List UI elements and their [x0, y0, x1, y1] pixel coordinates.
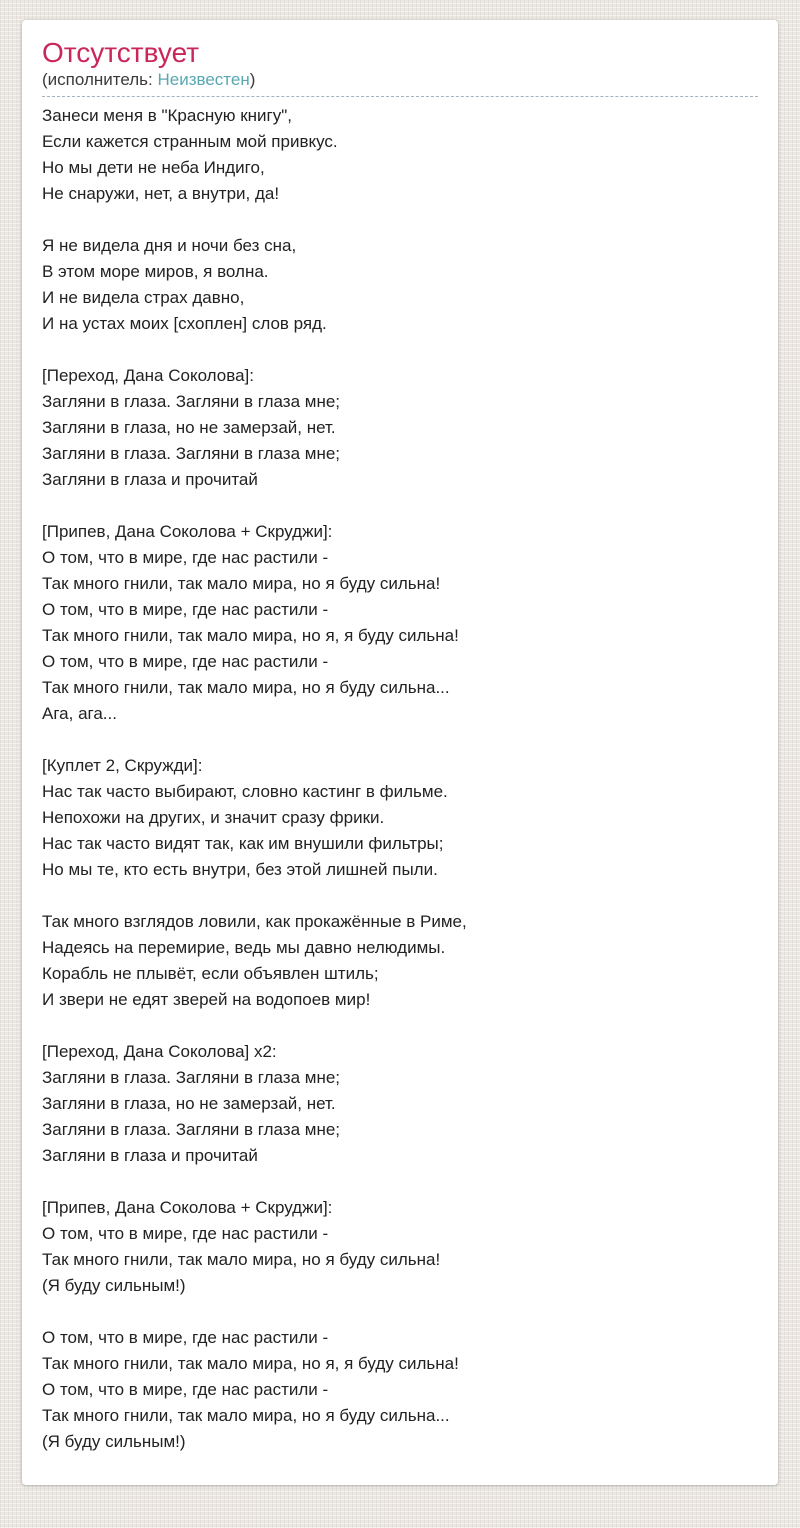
lyric-line: Так много гнили, так мало мира, но я буду сильна...: [42, 678, 450, 697]
lyric-line: Загляни в глаза, но не замерзай, нет.: [42, 418, 336, 437]
lyric-line: О том, что в мире, где нас растили -: [42, 1380, 329, 1399]
lyric-line: О том, что в мире, где нас растили -: [42, 548, 329, 567]
lyric-line: Загляни в глаза, но не замерзай, нет.: [42, 1094, 336, 1113]
lyric-line: [Переход, Дана Соколова] x2:: [42, 1042, 277, 1061]
lyric-line: Ага, ага...: [42, 704, 117, 723]
stanza: [42, 909, 758, 1013]
lyric-line: Так много взглядов ловили, как прокажённые в Риме,: [42, 912, 467, 931]
lyric-line: Не снаружи, нет, а внутри, да!: [42, 184, 280, 203]
lyrics-card: [22, 20, 778, 1485]
stanza: [42, 1195, 758, 1299]
lyric-line: [Куплет 2, Скружди]:: [42, 756, 203, 775]
artist-link[interactable]: Неизвестен: [157, 70, 250, 89]
lyric-line: Загляни в глаза. Загляни в глаза мне;: [42, 444, 341, 463]
lyric-line: И не видела страх давно,: [42, 288, 245, 307]
lyric-line: Загляни в глаза. Загляни в глаза мне;: [42, 1120, 341, 1139]
lyric-line: [Припев, Дана Соколова + Скруджи]:: [42, 1198, 333, 1217]
lyric-line: (Я буду сильным!): [42, 1276, 186, 1295]
lyric-line: Так много гнили, так мало мира, но я буду сильна!: [42, 574, 441, 593]
lyric-line: Загляни в глаза и прочитай: [42, 1146, 258, 1165]
stanza: [42, 753, 758, 883]
lyric-line: Нас так часто видят так, как им внушили фильтры;: [42, 834, 444, 853]
song-title: Отсутствует: [42, 37, 200, 68]
artist-line: [42, 70, 758, 90]
lyric-line: Так много гнили, так мало мира, но я буду сильна...: [42, 1406, 450, 1425]
lyric-line: Загляни в глаза и прочитай: [42, 470, 258, 489]
lyric-line: И на устах моих [схоплен] слов ряд.: [42, 314, 327, 333]
lyric-line: О том, что в мире, где нас растили -: [42, 1328, 329, 1347]
lyric-line: Но мы дети не неба Индиго,: [42, 158, 265, 177]
lyric-line: Загляни в глаза. Загляни в глаза мне;: [42, 1068, 341, 1087]
lyric-line: Непохожи на других, и значит сразу фрики.: [42, 808, 385, 827]
lyric-line: Загляни в глаза. Загляни в глаза мне;: [42, 392, 341, 411]
stanza: [42, 1039, 758, 1169]
lyric-line: Нас так часто выбирают, словно кастинг в фильме.: [42, 782, 448, 801]
lyrics-text: [42, 103, 758, 1455]
song-header: [42, 38, 758, 97]
lyric-line: Так много гнили, так мало мира, но я, я буду сильна!: [42, 1354, 459, 1373]
lyric-line: Занеси меня в "Красную книгу",: [42, 106, 292, 125]
lyric-line: О том, что в мире, где нас растили -: [42, 652, 329, 671]
stanza: [42, 1325, 758, 1455]
artist-label-suffix: ): [249, 70, 256, 89]
lyric-line: В этом море миров, я волна.: [42, 262, 269, 281]
lyric-line: И звери не едят зверей на водопоев мир!: [42, 990, 371, 1009]
lyric-line: Так много гнили, так мало мира, но я, я буду сильна!: [42, 626, 459, 645]
lyric-line: Если кажется странным мой привкус.: [42, 132, 338, 151]
artist-label: (исполнитель:: [42, 70, 153, 89]
lyric-line: (Я буду сильным!): [42, 1432, 186, 1451]
lyric-line: Я не видела дня и ночи без сна,: [42, 236, 297, 255]
lyric-line: Но мы те, кто есть внутри, без этой лишней пыли.: [42, 860, 438, 879]
lyric-line: О том, что в мире, где нас растили -: [42, 1224, 329, 1243]
lyric-line: Корабль не плывёт, если объявлен штиль;: [42, 964, 379, 983]
lyric-line: Надеясь на перемирие, ведь мы давно нелюдимы.: [42, 938, 446, 957]
lyric-line: О том, что в мире, где нас растили -: [42, 600, 329, 619]
lyric-line: [Переход, Дана Соколова]:: [42, 366, 254, 385]
stanza: [42, 363, 758, 493]
stanza: [42, 519, 758, 727]
stanza: [42, 233, 758, 337]
lyric-line: Так много гнили, так мало мира, но я буду сильна!: [42, 1250, 441, 1269]
stanza: [42, 103, 758, 207]
lyric-line: [Припев, Дана Соколова + Скруджи]:: [42, 522, 333, 541]
